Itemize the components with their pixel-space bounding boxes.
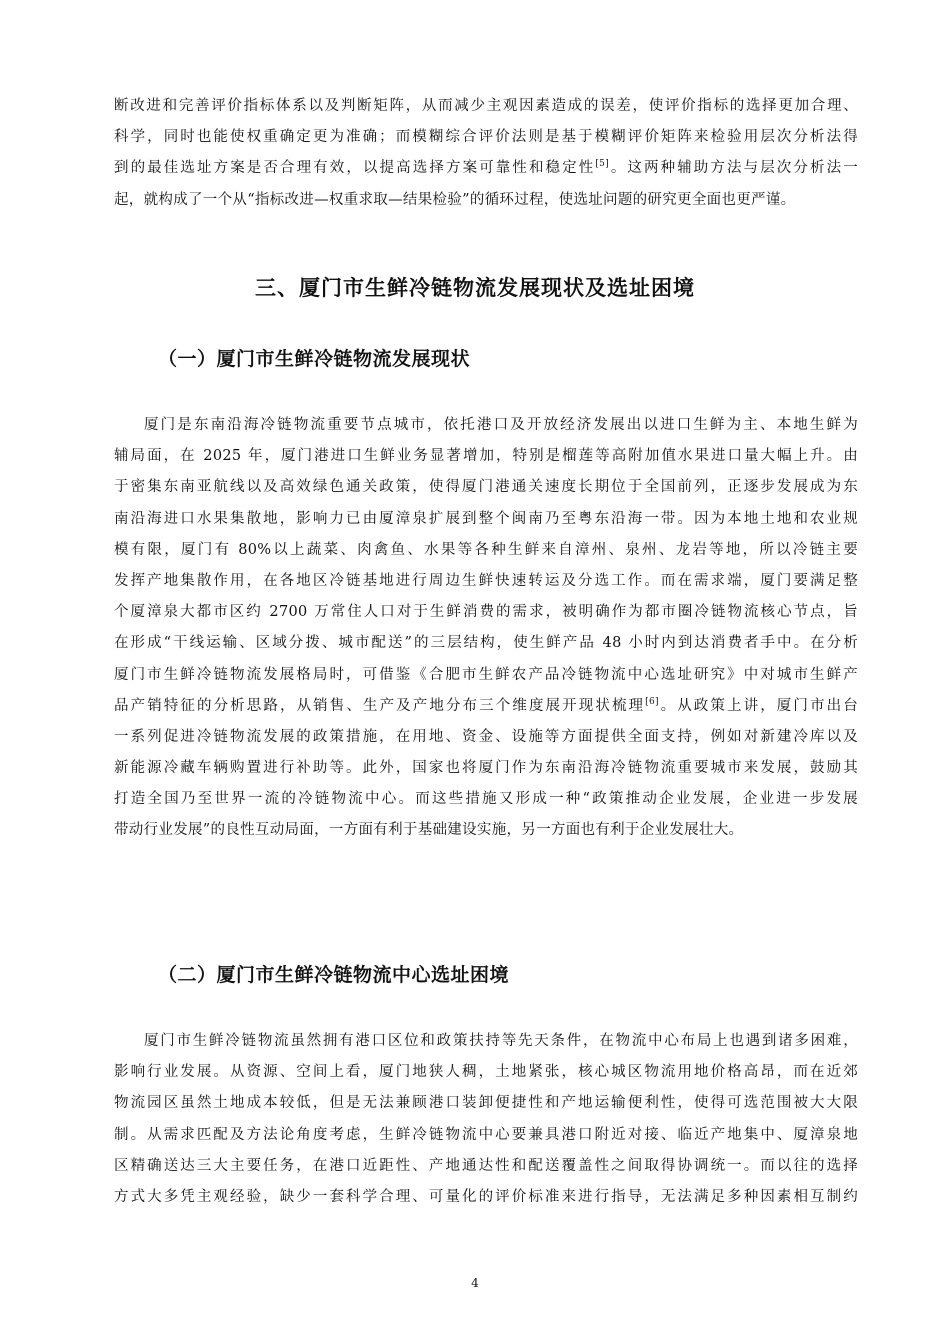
- text-line: 科学，同时也能使权重确定更为准确；而模糊综合评价法则是基于模糊评价矩阵来检验用层次分析法得: [114, 129, 858, 146]
- text-line: 于密集东南亚航线以及高效绿色通关政策，使得厦门港通关速度长期位于全国前列，正逐步发展成为东: [114, 479, 858, 496]
- text-segment: 品产销特征的分析思路，从销售、生产及产地分布三个维度展开现状梳理: [114, 697, 646, 714]
- text-segment: 到的最佳选址方案是否合理有效，以提高选择方案可靠性和稳定性: [114, 160, 596, 177]
- body-paragraph: [114, 1026, 858, 1213]
- text-line: 带动行业发展”的良性互动局面，一方面有利于基础建设实施，另一方面也有利于企业发展壮大。: [114, 822, 744, 839]
- text-line: 南沿海进口水果集散地，影响力已由厦漳泉扩展到整个闽南乃至粤东沿海一带。因为本地土地和农业规: [114, 510, 858, 527]
- text-line: 一系列促进冷链物流发展的政策措施，在用地、资金、设施等方面提供全面支持，例如对新建冷库以及: [114, 728, 858, 745]
- text-line: 打造全国乃至世界一流的冷链物流中心。而这些措施又形成一种“政策推动企业发展，企业进一步发展: [114, 791, 858, 808]
- text-line: 发挥产地集散作用，在各地区冷链基地进行周边生鲜快速转运及分选工作。而在需求端，厦门要满足整: [114, 572, 858, 589]
- text-line: 厦门是东南沿海冷链物流重要节点城市，依托港口及开放经济发展出以进口生鲜为主、本地生鲜为: [144, 417, 858, 433]
- text-line: 模有限，厦门有 80%以上蔬菜、肉禽鱼、水果等各种生鲜来自漳州、泉州、龙岩等地，所以冷链主要: [114, 541, 858, 558]
- text-line: 断改进和完善评价指标体系以及判断矩阵，从而减少主观因素造成的误差，使评价指标的选择更加合理、: [114, 98, 858, 114]
- page-number: 4: [471, 1276, 479, 1290]
- text-line: 在形成“干线运输、区域分拨、城市配送”的三层结构，使生鲜产品 48 小时内到达消费者手中。在分析: [114, 635, 858, 652]
- subsection-heading: （一）厦门市生鲜冷链物流发展现状: [158, 348, 471, 370]
- text-line: 区精确送达三大主要任务，在港口近距性、产地通达性和配送覆盖性之间取得协调统一。而以往的选择: [114, 1157, 858, 1174]
- text-line: 新能源冷藏车辆购置进行补助等。此外，国家也将厦门作为东南沿海冷链物流重要城市来发展，鼓励其: [114, 760, 858, 777]
- text-line: [114, 691, 858, 722]
- text-line: [114, 153, 858, 184]
- text-line: 辅局面，在 2025 年，厦门港进口生鲜业务显著增加，特别是榴莲等高附加值水果进口量大幅上升。由: [114, 448, 858, 465]
- body-paragraph: [114, 410, 858, 847]
- text-line: 厦门市生鲜冷链物流发展格局时，可借鉴《合肥市生鲜农产品冷链物流中心选址研究》中对城市生鲜产: [114, 666, 858, 683]
- intro-paragraph: [114, 91, 858, 216]
- text-line: 起，就构成了一个从“指标改进—权重求取—结果检验”的循环过程，使选址问题的研究更全面也更严谨。: [114, 191, 796, 208]
- text-line: 方式大多凭主观经验，缺少一套科学合理、可量化的评价标准来进行指导，无法满足多种因素相互制约: [114, 1188, 858, 1205]
- text-line: 制。从需求匹配及方法论角度考虑，生鲜冷链物流中心要兼具港口附近对接、临近产地集中、厦漳泉地: [114, 1126, 858, 1143]
- subsection-heading: （二）厦门市生鲜冷链物流中心选址困境: [158, 964, 510, 986]
- section-heading: 三、厦门市生鲜冷链物流发展现状及选址困境: [255, 276, 695, 300]
- citation-ref: [5]: [595, 159, 610, 170]
- text-segment: 。从政策上讲，厦门市出台: [658, 697, 858, 714]
- text-line: 个厦漳泉大都市区约 2700 万常住人口对于生鲜消费的需求，被明确作为都市圈冷链物流核心节点，旨: [114, 604, 858, 621]
- text-line: 物流园区虽然土地成本较低，但是无法兼顾港口装卸便捷性和产地运输便利性，使得可选范围被大大限: [114, 1095, 858, 1112]
- text-line: 影响行业发展。从资源、空间上看，厦门地狭人稠，土地紧张，核心城区物流用地价格高昂，而在近郊: [114, 1064, 858, 1081]
- citation-ref: [6]: [645, 696, 659, 707]
- text-line: 厦门市生鲜冷链物流虽然拥有港口区位和政策扶持等先天条件，在物流中心布局上也遇到诸多困难，: [144, 1033, 858, 1049]
- text-segment: 。这两种辅助方法与层次分析法一: [609, 160, 858, 177]
